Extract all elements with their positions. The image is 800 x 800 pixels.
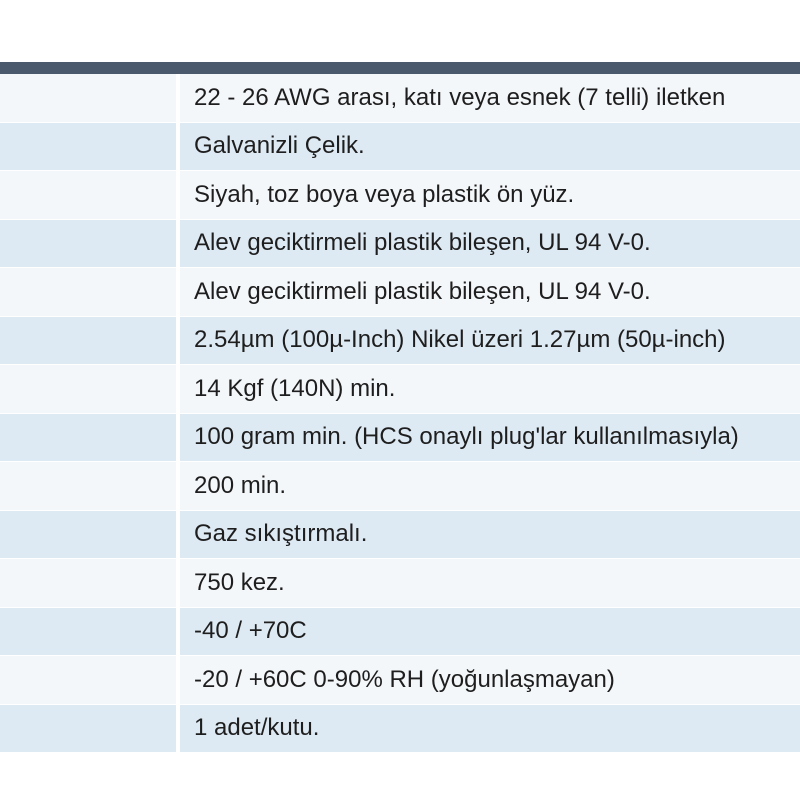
table-row <box>0 220 800 269</box>
row-label-cell <box>0 220 176 268</box>
table-row <box>0 365 800 414</box>
table-row <box>0 511 800 560</box>
table-row <box>0 317 800 366</box>
table-row <box>0 705 800 754</box>
row-label-cell <box>0 608 176 656</box>
row-value-text: Gaz sıkıştırmalı. <box>194 520 368 548</box>
row-value-text: 1 adet/kutu. <box>194 714 320 742</box>
row-label-cell <box>0 74 176 122</box>
row-label-cell <box>0 559 176 607</box>
row-value-text: Galvanizli Çelik. <box>194 132 365 160</box>
table-row <box>0 74 800 123</box>
row-value-cell <box>180 559 800 607</box>
row-value-cell <box>180 656 800 704</box>
row-label-cell <box>0 365 176 413</box>
row-label-cell <box>0 462 176 510</box>
row-value-text: -20 / +60C 0-90% RH (yoğunlaşmayan) <box>194 665 615 693</box>
row-value-cell <box>180 511 800 559</box>
row-value-cell <box>180 705 800 753</box>
top-blank-area <box>0 0 800 62</box>
row-value-text: -40 / +70C <box>194 617 307 645</box>
table-row <box>0 171 800 220</box>
row-label-cell <box>0 511 176 559</box>
row-value-text: 22 - 26 AWG arası, katı veya esnek (7 telli) iletken <box>194 83 726 111</box>
row-label-cell <box>0 317 176 365</box>
table-row <box>0 656 800 705</box>
table-row <box>0 608 800 657</box>
row-value-text: 200 min. <box>194 471 287 499</box>
row-value-cell <box>180 414 800 462</box>
row-value-cell <box>180 123 800 171</box>
row-label-cell <box>0 414 176 462</box>
row-value-text: Siyah, toz boya veya plastik ön yüz. <box>194 180 575 208</box>
row-value-text: 100 gram min. (HCS onaylı plug'lar kullanılmasıyla) <box>194 423 739 451</box>
row-label-cell <box>0 123 176 171</box>
row-value-cell <box>180 462 800 510</box>
row-value-cell <box>180 268 800 316</box>
table-row <box>0 559 800 608</box>
table-row <box>0 414 800 463</box>
row-label-cell <box>0 268 176 316</box>
row-value-cell <box>180 74 800 122</box>
spec-table <box>0 74 800 753</box>
row-value-text: 2.54µm (100µ-Inch) Nikel üzeri 1.27µm (50µ-inch) <box>194 326 726 354</box>
row-value-cell <box>180 365 800 413</box>
row-value-text: 750 kez. <box>194 568 285 596</box>
row-value-text: Alev geciktirmeli plastik bileşen, UL 94 V-0. <box>194 229 651 257</box>
row-value-cell <box>180 171 800 219</box>
row-value-text: 14 Kgf (140N) min. <box>194 374 396 402</box>
row-value-text: Alev geciktirmeli plastik bileşen, UL 94 V-0. <box>194 277 651 305</box>
row-label-cell <box>0 705 176 753</box>
row-value-cell <box>180 317 800 365</box>
table-header-bar <box>0 62 800 74</box>
row-label-cell <box>0 656 176 704</box>
table-row <box>0 462 800 511</box>
row-value-cell <box>180 608 800 656</box>
table-row <box>0 268 800 317</box>
row-value-cell <box>180 220 800 268</box>
row-label-cell <box>0 171 176 219</box>
table-row <box>0 123 800 172</box>
